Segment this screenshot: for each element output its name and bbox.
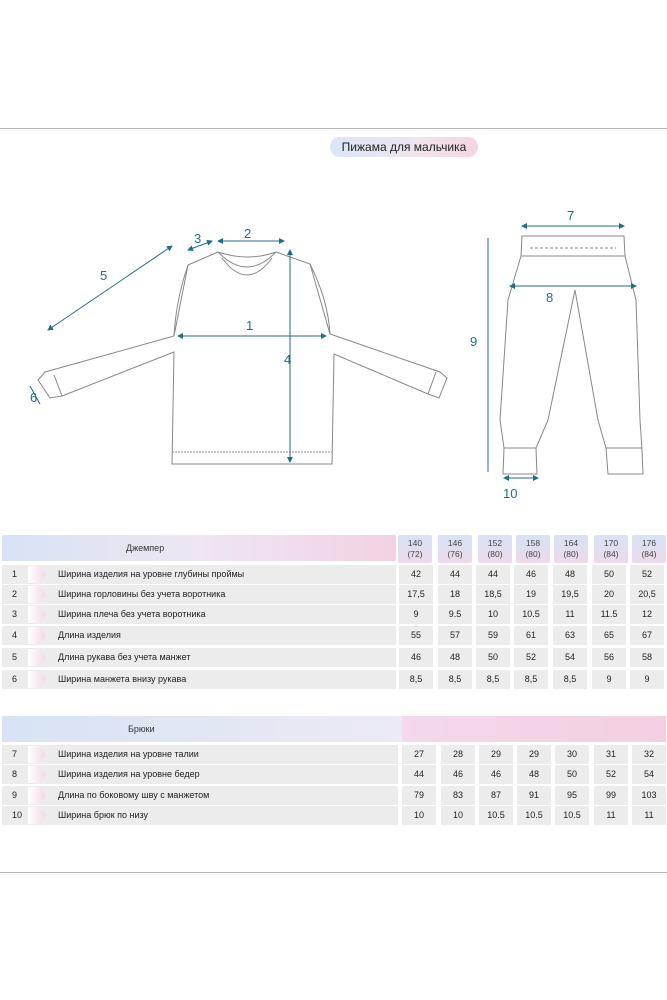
value-cell: 79 bbox=[402, 786, 436, 805]
value-cell: 103 bbox=[632, 786, 666, 805]
value-cell: 46 bbox=[441, 765, 475, 784]
value-cell: 10 bbox=[476, 605, 510, 624]
table-row bbox=[2, 786, 666, 805]
jumper-header-label: Джемпер bbox=[126, 543, 165, 553]
table-row bbox=[2, 745, 666, 764]
value-cell: 20 bbox=[592, 585, 626, 604]
row-label: Длина изделия bbox=[58, 630, 121, 640]
value-cell: 8,5 bbox=[399, 670, 433, 689]
value-cell: 8,5 bbox=[514, 670, 548, 689]
value-cell: 11 bbox=[632, 806, 666, 825]
row-number: 9 bbox=[12, 790, 18, 800]
value-cell: 8,5 bbox=[476, 670, 510, 689]
row-number: 8 bbox=[12, 769, 18, 779]
value-cell: 52 bbox=[630, 565, 664, 584]
pants-section-header bbox=[2, 716, 666, 742]
value-cell: 20,5 bbox=[630, 585, 664, 604]
size-header-158: 158 (80) bbox=[516, 535, 550, 563]
value-cell: 18 bbox=[438, 585, 472, 604]
pants-outline bbox=[500, 236, 643, 474]
value-cell: 9 bbox=[630, 670, 664, 689]
label-6: 6 bbox=[30, 390, 38, 405]
row-number: 7 bbox=[12, 749, 18, 759]
value-cell: 65 bbox=[592, 626, 626, 645]
row-number: 4 bbox=[12, 630, 18, 640]
value-cell: 44 bbox=[476, 565, 510, 584]
value-cell: 29 bbox=[479, 745, 513, 764]
value-cell: 91 bbox=[517, 786, 551, 805]
table-row bbox=[2, 565, 666, 584]
value-cell: 46 bbox=[399, 648, 433, 667]
value-cell: 50 bbox=[592, 565, 626, 584]
row-label: Ширина изделия на уровне бедер bbox=[58, 769, 200, 779]
value-cell: 56 bbox=[592, 648, 626, 667]
value-cell: 57 bbox=[438, 626, 472, 645]
size-header-152: 152 (80) bbox=[478, 535, 512, 563]
size-header-140: 140 (72) bbox=[398, 535, 432, 563]
table-row bbox=[2, 765, 666, 784]
value-cell: 10 bbox=[402, 806, 436, 825]
value-cell: 8,5 bbox=[438, 670, 472, 689]
row-label: Ширина брюк по низу bbox=[58, 810, 149, 820]
jumper-outline bbox=[38, 252, 447, 464]
value-cell: 31 bbox=[594, 745, 628, 764]
value-cell: 11 bbox=[594, 806, 628, 825]
measure-line-5 bbox=[48, 246, 172, 330]
value-cell: 67 bbox=[630, 626, 664, 645]
table-row bbox=[2, 626, 666, 645]
value-cell: 46 bbox=[479, 765, 513, 784]
value-cell: 28 bbox=[441, 745, 475, 764]
table-row bbox=[2, 670, 666, 689]
value-cell: 9 bbox=[592, 670, 626, 689]
size-header-164: 164 (80) bbox=[554, 535, 588, 563]
size-header-146: 146 (76) bbox=[438, 535, 472, 563]
row-label: Ширина горловины без учета воротника bbox=[58, 589, 226, 599]
jumper-section-header bbox=[2, 535, 396, 561]
value-cell: 52 bbox=[594, 765, 628, 784]
value-cell: 19,5 bbox=[553, 585, 587, 604]
value-cell: 42 bbox=[399, 565, 433, 584]
row-label: Ширина манжета внизу рукава bbox=[58, 674, 187, 684]
row-label: Ширина изделия на уровне талии bbox=[58, 749, 199, 759]
page-title: Пижама для мальчика bbox=[330, 137, 478, 157]
value-cell: 54 bbox=[632, 765, 666, 784]
value-cell: 29 bbox=[517, 745, 551, 764]
value-cell: 18,5 bbox=[476, 585, 510, 604]
value-cell: 48 bbox=[553, 565, 587, 584]
value-cell: 9.5 bbox=[438, 605, 472, 624]
label-10: 10 bbox=[503, 486, 518, 501]
value-cell: 59 bbox=[476, 626, 510, 645]
value-cell: 50 bbox=[555, 765, 589, 784]
value-cell: 48 bbox=[438, 648, 472, 667]
row-label: Ширина плеча без учета воротника bbox=[58, 609, 206, 619]
value-cell: 10.5 bbox=[479, 806, 513, 825]
size-header-170: 170 (84) bbox=[594, 535, 628, 563]
label-9: 9 bbox=[470, 334, 478, 349]
value-cell: 32 bbox=[632, 745, 666, 764]
row-label: Длина по боковому шву с манжетом bbox=[58, 790, 210, 800]
value-cell: 17,5 bbox=[399, 585, 433, 604]
value-cell: 95 bbox=[555, 786, 589, 805]
value-cell: 11.5 bbox=[592, 605, 626, 624]
jumper-measure-lines bbox=[30, 241, 326, 462]
size-header-176: 176 (84) bbox=[632, 535, 666, 563]
value-cell: 87 bbox=[479, 786, 513, 805]
value-cell: 58 bbox=[630, 648, 664, 667]
value-cell: 48 bbox=[517, 765, 551, 784]
row-number: 2 bbox=[12, 589, 18, 599]
value-cell: 63 bbox=[553, 626, 587, 645]
row-label: Длина рукава без учета манжет bbox=[58, 652, 191, 662]
table-row bbox=[2, 648, 666, 667]
table-row bbox=[2, 605, 666, 624]
value-cell: 27 bbox=[402, 745, 436, 764]
label-8: 8 bbox=[546, 290, 554, 305]
value-cell: 12 bbox=[630, 605, 664, 624]
value-cell: 99 bbox=[594, 786, 628, 805]
value-cell: 10.5 bbox=[514, 605, 548, 624]
label-1: 1 bbox=[246, 318, 254, 333]
label-3: 3 bbox=[194, 231, 202, 246]
value-cell: 55 bbox=[399, 626, 433, 645]
value-cell: 50 bbox=[476, 648, 510, 667]
value-cell: 8,5 bbox=[553, 670, 587, 689]
label-2: 2 bbox=[244, 226, 252, 241]
value-cell: 30 bbox=[555, 745, 589, 764]
value-cell: 10.5 bbox=[555, 806, 589, 825]
value-cell: 52 bbox=[514, 648, 548, 667]
value-cell: 44 bbox=[438, 565, 472, 584]
value-cell: 9 bbox=[399, 605, 433, 624]
row-number: 5 bbox=[12, 652, 18, 662]
value-cell: 61 bbox=[514, 626, 548, 645]
value-cell: 83 bbox=[441, 786, 475, 805]
label-7: 7 bbox=[567, 208, 575, 223]
value-cell: 10.5 bbox=[517, 806, 551, 825]
value-cell: 44 bbox=[402, 765, 436, 784]
row-number: 6 bbox=[12, 674, 18, 684]
row-number: 1 bbox=[12, 569, 18, 579]
value-cell: 19 bbox=[514, 585, 548, 604]
value-cell: 10 bbox=[441, 806, 475, 825]
label-4: 4 bbox=[284, 352, 292, 367]
table-row bbox=[2, 585, 666, 604]
row-label: Ширина изделия на уровне глубины проймы bbox=[58, 569, 245, 579]
value-cell: 54 bbox=[553, 648, 587, 667]
pants-header-label: Брюки bbox=[128, 724, 155, 734]
row-number: 3 bbox=[12, 609, 18, 619]
value-cell: 46 bbox=[514, 565, 548, 584]
value-cell: 11 bbox=[553, 605, 587, 624]
label-5: 5 bbox=[100, 268, 108, 283]
table-row bbox=[2, 806, 666, 825]
row-number: 10 bbox=[12, 810, 23, 820]
